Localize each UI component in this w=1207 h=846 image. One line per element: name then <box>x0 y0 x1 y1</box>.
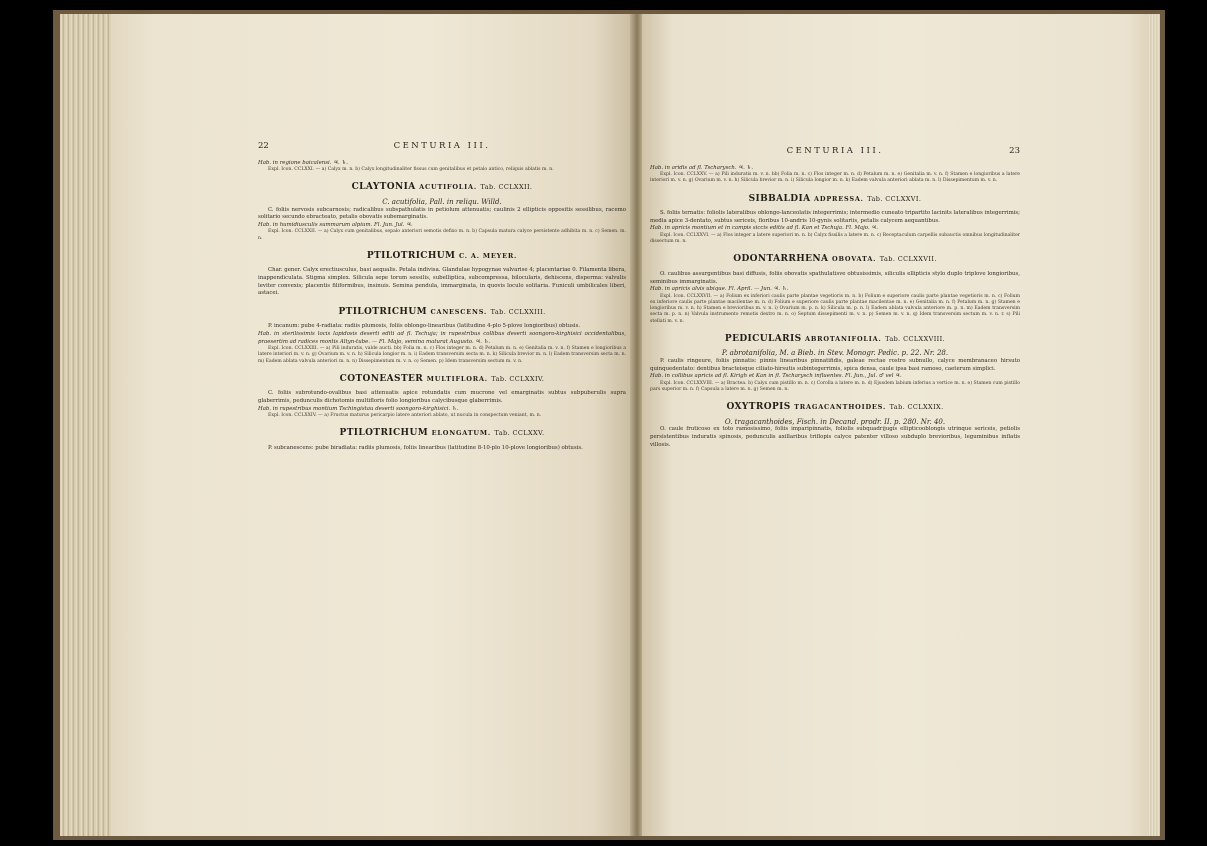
running-title: CENTURIA III. <box>393 141 491 151</box>
species-entry <box>650 256 1020 324</box>
species-entry <box>258 373 626 420</box>
habitat: Hab. in rupestribus montium Tschingistau deserti soongoro-kirghisici. ♄. <box>258 405 459 412</box>
description: C. foliis subrotundo-ovalibus basi attenuatis apice rotundatis cum mucrone vel emarginatis subtus subpuberulis supra glaberrimis, pedunculis dichotomis multifloris folio longioribus calycibusque glaberrimis. <box>258 390 626 404</box>
description: C. foliis nervosis subcarnosis; radicalibus subspathulatis in petiolum attenuatis; caulinis 2 ellipticis oppositis sessilibus, racemo solitario secundo ebracteato, petalis obovatis subemarginatis. <box>258 206 626 221</box>
epithet: OBOVATA. <box>831 255 877 264</box>
plate-number: Tab. CCLXXVI. <box>867 194 922 203</box>
description: O. caulibus assurgentibus basi diffusis, foliis obovatis spathulatisve obtusissimis, siliculis ellipticis stylo duplo triplove longioribus, seminibus immarginatis. <box>650 270 1020 285</box>
page-stack-right <box>1148 14 1160 836</box>
explanation-line: Expl. Icon. CCLXXI. — a) Calyx m. n. b) Calyx longitudinaliter fissus cum genitalibus et petalo antico, reliquis ablatis m. n. <box>268 167 554 173</box>
habitat: Hab. in humidiusculis summarum alpium. Fl. Jun. Jul. ♃. <box>258 221 413 228</box>
species-entry <box>258 430 626 452</box>
plate-explanation: Expl. Icon. CCLXXII. — a) Calyx cum genitalibus, sepalo anteriori semotis defixo m. n. b) Capsula matura calyce persistente adhibita m. n. c) Semen. m. n. <box>258 229 626 241</box>
epithet: MULTIFLORA. <box>426 374 488 383</box>
genus-title: COTONEASTER <box>339 373 424 384</box>
running-title: CENTURIA III. <box>786 146 884 156</box>
description: Char. gener. Calyx erectiusculus, basi aequalis. Petala indivisa. Glandulae hypogynae valvarise 4; placentariae 0. Filamenta libera, inappendiculata. Stigma simplex. Silicula sepe torum sessilis, subelliptica, subcompressa, bilocularis, dehiscens, disperma: valvulis leviter convexis; placentis filiformibus, insinuis. Semina pendula, immarginata, in quovis loculo solitaria. Funiculi umbilicales liberi, astacei. <box>258 267 626 297</box>
species-entry <box>258 184 626 241</box>
genus-title: PTILOTRICHUM <box>366 250 456 261</box>
habitat: Hab. in collibus apricis ad fl. Kirigh et Kan in fl. Tscharysch influentes. Fl. Jun., Jul. ♂ vel ♃. <box>650 373 902 380</box>
genus-title: CLAYTONIA <box>351 182 416 193</box>
running-head-left <box>258 143 626 151</box>
epithet: ABROTANIFOLIA. <box>805 334 882 343</box>
plate-explanation: Expl. Icon. CCLXXVI. — a) Flos integer a latere superiori m. n. b) Calyx fissilis a latere m. n. c) Receptaculum carpellis subauctis omnibus longitudinaliter dissectum m. n. <box>650 232 1020 245</box>
genus-title: SIBBALDIA <box>748 193 811 204</box>
plate-number: Tab. CCLXXIX. <box>889 403 944 412</box>
species-entry <box>650 404 1020 449</box>
plate-number: Tab. CCLXXVIII. <box>885 334 946 343</box>
species-entry <box>650 333 1020 393</box>
species-entry <box>650 193 1020 246</box>
page-number: 22 <box>258 141 269 151</box>
description: O. caule fruticoso ex toto ramosissimo, foliis imparipinnatis, foliolis subquadrijugis ellipticooblongis utrinque sericeis, petiolis persistentibus induratis spinosis, pedunculis axillaribus triflopis calyce patenter villoso subduplo brevioribus, leguminibus inflatis villosis. <box>650 426 1020 448</box>
genus-title: OXYTROPIS <box>726 402 791 413</box>
page-number: 23 <box>1009 146 1020 156</box>
habitat: Hab. in apricis alvis ubique. Fl. April. — Jun. ♃. ♄. <box>650 286 789 293</box>
plate-number: Tab. CCLXXII. <box>480 183 533 192</box>
plate-explanation: Expl. Icon. CCLXXVIII. — a) Bractea. b) Calyx cum pistillo m. n. c) Corolla a latere m. n. d) Ejusdem labium inferius a vertice m. n. e) Stamen cum pistillo pars superior m. n. f) Capsula a latere m. n. g) Semen m. n. <box>650 380 1020 392</box>
description: P. caulis ringeure, foliis pinnatis: pinnis linearibus pinnatifidis, galeae rectae rostro subnullo, calyce membranaceo hirsuto quinquedentato: dentibus bracteisque ciliato-hirsutis subintegerrimis, spica densa, caule ipsa basi ramoso, caeterum simplici. <box>650 357 1020 372</box>
plate-explanation: Expl. Icon. CCLXXIV. — a) Fructus maturus pericarpio latere anteriori ablato, ut nucula in conspectum veniant, m. n. <box>268 413 542 419</box>
right-page-text <box>650 148 1020 449</box>
genus-title: ODONTARRHENA <box>733 254 829 265</box>
running-head-right <box>650 148 1020 156</box>
habitat: Hab. in sterilissimis locis lapidosis deserti editi ad fl. Tschuja; in rupestribus collibus deserti soongoro-kirghisici occidentalibus, praesertim ad radices montis Altyn-tube. — Fl. Majo, semina maturat Augusto. ♃. ♄. <box>258 330 626 345</box>
page-stack-left <box>60 14 116 836</box>
epithet: ADPRESSA. <box>814 194 864 203</box>
plate-explanation: Expl. Icon. CCLXXIII. — a) Pili induratis, valde aucti. bb) Folia m. n. c) Flos integer m. n. d) Petalum m. n. e) Genitalia m. v. n. f) Stamen e longioribus a latere interiori m. v. n. g) Ovarium m. v. n. h) Silicula longior m. n. i) Eadem transversim secta m. n. k) Silicula brevior m. n. l) Eadem transversim secta m. n. m) Eadem ablata valvula anteriori m. n. n) Dissepimentum m. v. n. o) Semen. p) Idem transversim sectum m. v. n. <box>258 346 626 364</box>
habitat-line: Hab. in aridis ad fl. Tscharysch. ♃. ♄. <box>650 164 754 171</box>
habitat: Hab. in apricis montium et in campis siccis editis ad fl. Kan et Tschuja. Fl. Majo. ♃. <box>650 225 878 232</box>
description: P. incanum: pube 4-radiata: radiis plumosis, foliis oblongo-linearibus (latitudine 4-plo 5-plove longioribus) obtusis. <box>268 323 581 330</box>
synonym: P. abrotanifolia, M. a Bieb. in Stev. Monogr. Pedic. p. 22. Nr. 28. <box>721 349 949 358</box>
species-entry <box>258 306 626 365</box>
description: S. foliis ternatis: foliolis lateralibus oblongo-lanceolatis integerrimis; intermedio cuneato tripartito lacinits lateralibus integerrimis; media apice 3-dentato, subtus sericeis, floribus 10-andris 10-gynis solitariis, petalis calycem aequantibus. <box>650 210 1020 224</box>
description: P. subcanescens: pube biradiata: radiis plumosis, foliis linearibus (latitudine 8-10-plo 10-plove longioribus) obtusis. <box>268 444 583 451</box>
genus-title: PTILOTRICHUM <box>338 306 427 317</box>
synonym: O. tragacanthoides, Fisch. in Decand. prodr. II. p. 280. Nr. 40. <box>724 417 946 426</box>
explanation-line: Expl. Icon. CCLXXV. — a) Pili induratis m. v. n. bb) Folia m. n. c) Flos integer m. n. d) Petalum m. n. e) Genitalia m. v. n. f) Stamen e longioribus a latere interiori m. v. n. g) Ovarium m. v. n. h) Silicula brevior m. n. i) Silicula longior m. n. k) Eadem valvula anteriori ablata m. n. l) Dissepimentum m. v. n. <box>650 172 1020 184</box>
left-page-text <box>258 143 626 452</box>
plate-number: Tab. CCLXXV. <box>494 429 545 438</box>
synonym: C. acutifolia, Pall. in reliqu. Willd. <box>382 197 502 206</box>
habitat-line: Hab. in regione baicalensi. ♃. ♄. <box>258 159 348 166</box>
epithet: TRAGACANTHOIDES. <box>794 403 887 412</box>
plate-number: Tab. CCLXXIV. <box>491 374 545 383</box>
genus-entry <box>258 250 626 298</box>
plate-number: Tab. CCLXXVII. <box>879 255 937 264</box>
authority: C. A. MEYER. <box>458 251 518 260</box>
epithet: ACUTIFOLIA. <box>419 183 477 192</box>
epithet: ELONGATUM. <box>431 429 491 438</box>
epithet: CANESCENS. <box>430 307 488 316</box>
genus-title: PEDICULARIS <box>724 333 802 344</box>
plate-number: Tab. CCLXXIII. <box>490 307 546 316</box>
plate-explanation: Expl. Icon. CCLXXVII. — a) Folium ex inferiori caulis parte plantae vegetioris m. n. b) Folium e superiore caulis parte plantae vegetioris m. n. c) Folium ex inferiore caulis parte plantae macilentae m. n. d) Folium e superiore caulis parte plantae macilentae m. n. e) Genitalia m. n. f) Petalum m. n. g) Stamen e longioribus m. v. n. h) Stamen e brevioribus m. v. n. i) Ovarium m. p. n. k) Silicula m. p. n. l) Eadem ablata valvula anteriore m. p. n. m) Eadem transversim secta m. p. n. n) Valvula instrumento remotis dextro m. n. o) Septum dissepimenti m. v. n. p) Semen m. v. n. q) Idem transversim sectum m. v. n. r. s) Pili stellati m. v. n. <box>650 293 1020 324</box>
genus-title: PTILOTRICHUM <box>339 428 429 439</box>
